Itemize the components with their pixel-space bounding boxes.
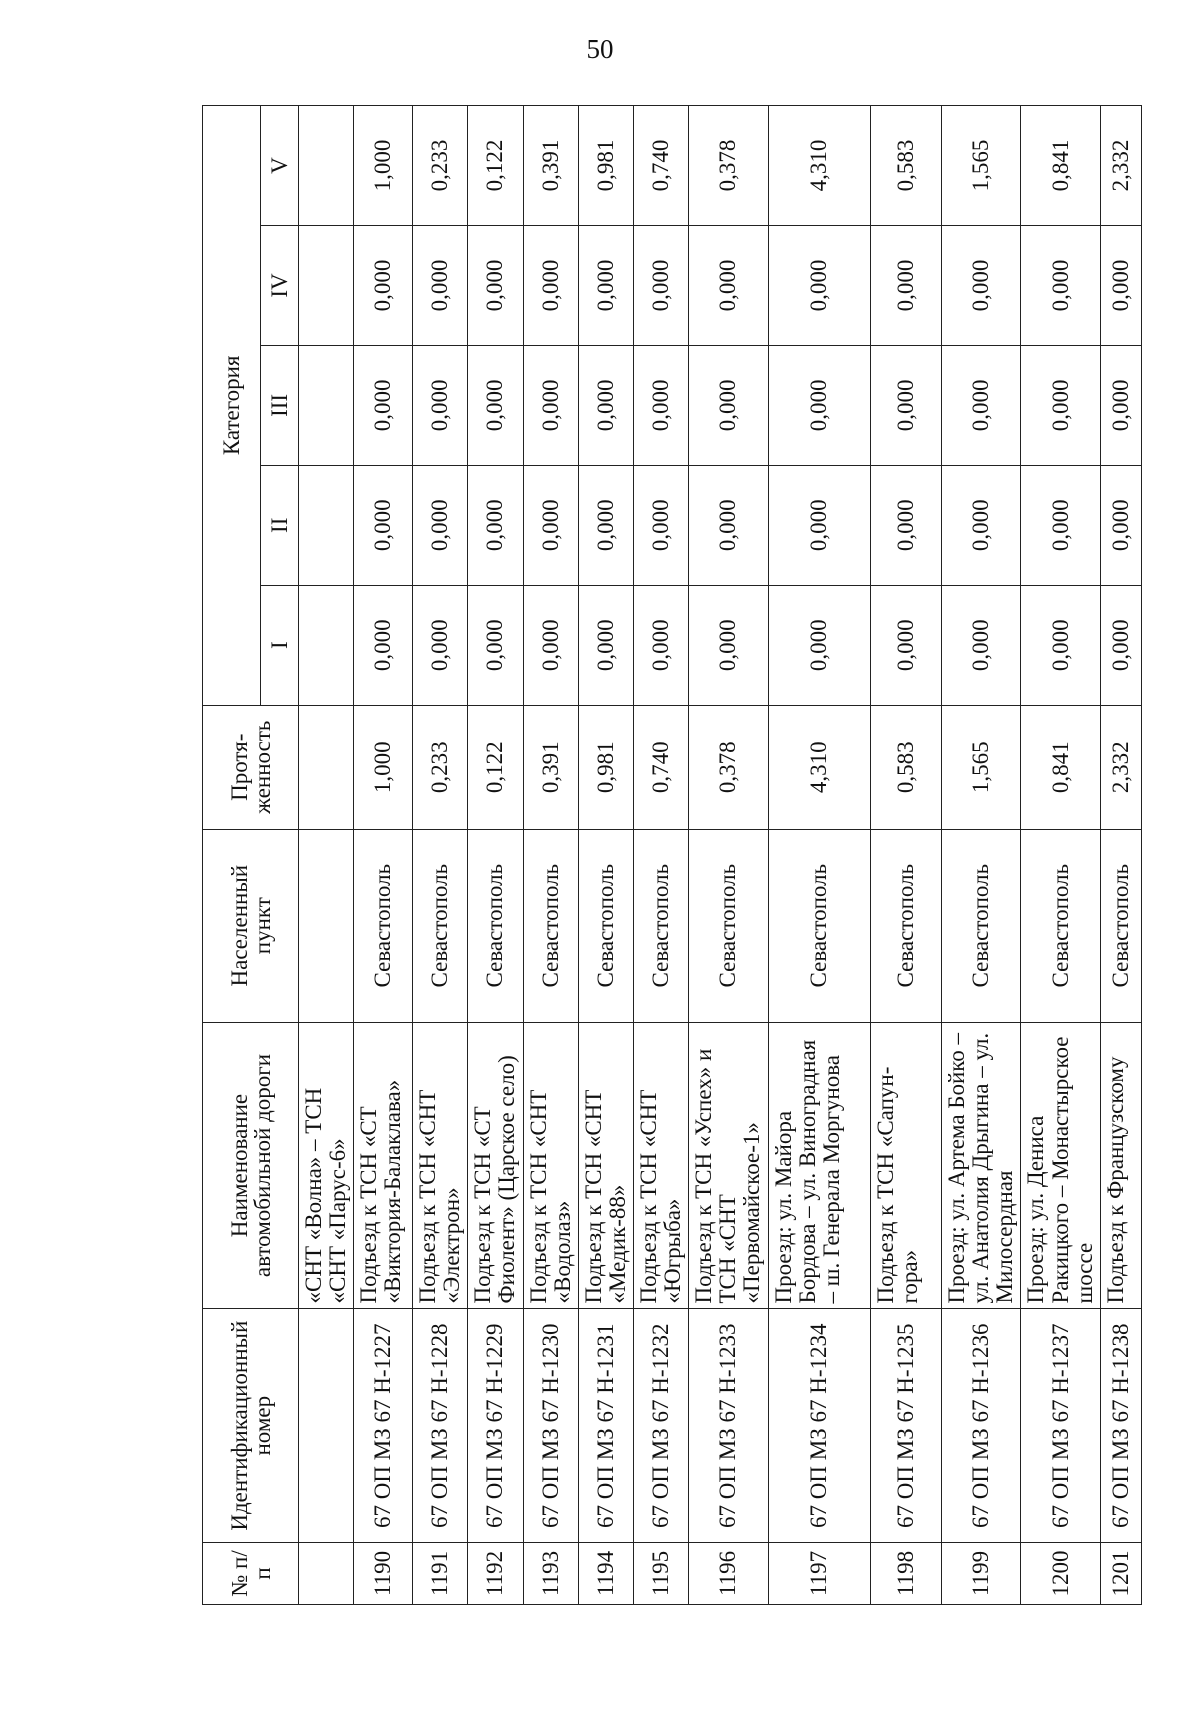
header-num: № п/п [203,1542,299,1604]
row-cat-2: 0,000 [354,465,413,585]
row-cat-2: 0,000 [413,465,468,585]
row-cat-5: 0,391 [523,106,578,226]
row-id: 67 ОП МЗ 67 Н-1236 [941,1309,1021,1542]
row-cat-1: 0,000 [1101,585,1142,705]
table-body [299,106,1142,1605]
row-num: 1198 [870,1542,941,1604]
table-row [468,106,523,1605]
row-cat-1: 0,000 [870,585,941,705]
row-cat-4: 0,000 [1021,226,1101,346]
row-place: Севастополь [1101,829,1142,1022]
row-road-name: Проезд: ул. Артема Бойко – ул. Анатолия Дрыгина – ул. Милосердная [941,1022,1021,1309]
row-cat-3: 0,000 [468,345,523,465]
row-length: 0,981 [578,705,633,829]
row-length: 0,583 [870,705,941,829]
continued-length [299,705,354,829]
continued-cat-5 [299,106,354,226]
row-cat-4: 0,000 [689,226,769,346]
row-cat-2: 0,000 [689,465,769,585]
row-id: 67 ОП МЗ 67 Н-1232 [633,1309,688,1542]
row-place: Севастополь [354,829,413,1022]
row-cat-5: 1,565 [941,106,1021,226]
table-row [941,106,1021,1605]
row-cat-2: 0,000 [768,465,870,585]
row-place: Севастополь [870,829,941,1022]
row-place: Севастополь [768,829,870,1022]
row-cat-2: 0,000 [941,465,1021,585]
row-num: 1201 [1101,1542,1142,1604]
row-cat-1: 0,000 [941,585,1021,705]
continued-cat-1 [299,585,354,705]
row-num: 1200 [1021,1542,1101,1604]
row-cat-4: 0,000 [413,226,468,346]
row-cat-5: 0,740 [633,106,688,226]
row-cat-5: 0,981 [578,106,633,226]
continued-cat-2 [299,465,354,585]
row-cat-5: 0,378 [689,106,769,226]
row-road-name: Подъезд к Французскому [1101,1022,1142,1309]
roads-table [202,105,1142,1605]
row-place: Севастополь [413,829,468,1022]
header-category: Категория [203,106,261,706]
table-row [1101,106,1142,1605]
row-cat-1: 0,000 [354,585,413,705]
row-place: Севастополь [941,829,1021,1022]
table-row [354,106,413,1605]
row-road-name: Подъезд к ТСН «СТ Фиолент» (Царское село) [468,1022,523,1309]
row-place: Севастополь [523,829,578,1022]
row-cat-3: 0,000 [689,345,769,465]
continued-num [299,1542,354,1604]
row-road-name: Подъезд к ТСН «Сапун-гора» [870,1022,941,1309]
row-road-name: Подъезд к ТСН «Успех» и ТСН «СНТ «Первомайское-1» [689,1022,769,1309]
row-cat-4: 0,000 [354,226,413,346]
row-road-name: Подъезд к ТСН «СНТ «Электрон» [413,1022,468,1309]
continued-row [299,106,354,1605]
row-length: 0,378 [689,705,769,829]
row-place: Севастополь [633,829,688,1022]
continued-name: «СНТ «Волна» – ТСН «СНТ «Парус-6» [299,1022,354,1309]
row-id: 67 ОП МЗ 67 Н-1233 [689,1309,769,1542]
row-cat-5: 0,122 [468,106,523,226]
row-length: 2,332 [1101,705,1142,829]
row-id: 67 ОП МЗ 67 Н-1234 [768,1309,870,1542]
header-cat-5: V [261,106,299,226]
row-length: 0,391 [523,705,578,829]
table-row [1021,106,1101,1605]
row-place: Севастополь [578,829,633,1022]
row-cat-3: 0,000 [633,345,688,465]
header-cat-4: IV [261,226,299,346]
table-row [523,106,578,1605]
row-num: 1193 [523,1542,578,1604]
row-cat-5: 0,583 [870,106,941,226]
header-name: Наименование автомобильной дороги [203,1022,299,1309]
row-cat-1: 0,000 [578,585,633,705]
row-place: Севастополь [468,829,523,1022]
row-cat-3: 0,000 [941,345,1021,465]
table-row [768,106,870,1605]
continued-place [299,829,354,1022]
row-cat-1: 0,000 [633,585,688,705]
table-row [578,106,633,1605]
row-cat-2: 0,000 [870,465,941,585]
row-cat-1: 0,000 [1021,585,1101,705]
row-length: 1,000 [354,705,413,829]
row-cat-3: 0,000 [413,345,468,465]
row-cat-3: 0,000 [578,345,633,465]
row-cat-2: 0,000 [1021,465,1101,585]
row-num: 1197 [768,1542,870,1604]
row-cat-4: 0,000 [468,226,523,346]
row-road-name: Подъезд к ТСН «СНТ «Югрыба» [633,1022,688,1309]
row-cat-3: 0,000 [523,345,578,465]
row-cat-4: 0,000 [633,226,688,346]
continued-cat-4 [299,226,354,346]
row-cat-4: 0,000 [578,226,633,346]
row-cat-1: 0,000 [413,585,468,705]
row-num: 1192 [468,1542,523,1604]
row-place: Севастополь [1021,829,1101,1022]
row-cat-3: 0,000 [768,345,870,465]
table-row [689,106,769,1605]
table-row [633,106,688,1605]
row-id: 67 ОП МЗ 67 Н-1230 [523,1309,578,1542]
row-num: 1199 [941,1542,1021,1604]
row-id: 67 ОП МЗ 67 Н-1227 [354,1309,413,1542]
row-num: 1191 [413,1542,468,1604]
row-id: 67 ОП МЗ 67 Н-1237 [1021,1309,1101,1542]
row-length: 4,310 [768,705,870,829]
row-cat-2: 0,000 [633,465,688,585]
row-length: 0,740 [633,705,688,829]
continued-cat-3 [299,345,354,465]
row-id: 67 ОП МЗ 67 Н-1235 [870,1309,941,1542]
rotated-table-wrapper [202,105,1142,1605]
page-number: 50 [586,34,614,64]
row-road-name: Подъезд к ТСН «СТ «Виктория-Балаклава» [354,1022,413,1309]
row-cat-5: 2,332 [1101,106,1142,226]
row-length: 1,565 [941,705,1021,829]
row-cat-2: 0,000 [468,465,523,585]
row-place: Севастополь [689,829,769,1022]
row-num: 1190 [354,1542,413,1604]
row-cat-3: 0,000 [1021,345,1101,465]
row-road-name: Проезд: ул. Дениса Ракицкого – Монастырское шоссе [1021,1022,1101,1309]
continued-id [299,1309,354,1542]
row-road-name: Подъезд к ТСН «СНТ «Медик-88» [578,1022,633,1309]
row-cat-4: 0,000 [870,226,941,346]
row-road-name: Проезд: ул. Майора Бордова – ул. Виноградная – ш. Генерала Моргунова [768,1022,870,1309]
header-length: Протя-женность [203,705,299,829]
row-length: 0,841 [1021,705,1101,829]
row-id: 67 ОП МЗ 67 Н-1228 [413,1309,468,1542]
row-cat-5: 0,841 [1021,106,1101,226]
row-cat-3: 0,000 [354,345,413,465]
row-cat-1: 0,000 [768,585,870,705]
header-place: Населенный пункт [203,829,299,1022]
row-length: 0,122 [468,705,523,829]
header-cat-1: I [261,585,299,705]
row-cat-3: 0,000 [870,345,941,465]
row-cat-1: 0,000 [468,585,523,705]
row-id: 67 ОП МЗ 67 Н-1231 [578,1309,633,1542]
header-cat-3: III [261,345,299,465]
header-cat-2: II [261,465,299,585]
row-id: 67 ОП МЗ 67 Н-1238 [1101,1309,1142,1542]
row-num: 1195 [633,1542,688,1604]
row-cat-5: 0,233 [413,106,468,226]
row-cat-2: 0,000 [523,465,578,585]
row-cat-4: 0,000 [1101,226,1142,346]
row-cat-3: 0,000 [1101,345,1142,465]
row-length: 0,233 [413,705,468,829]
row-id: 67 ОП МЗ 67 Н-1229 [468,1309,523,1542]
row-cat-2: 0,000 [578,465,633,585]
row-num: 1194 [578,1542,633,1604]
row-cat-5: 1,000 [354,106,413,226]
row-cat-5: 4,310 [768,106,870,226]
row-cat-1: 0,000 [523,585,578,705]
table-row [413,106,468,1605]
row-cat-1: 0,000 [689,585,769,705]
row-cat-4: 0,000 [523,226,578,346]
row-cat-4: 0,000 [941,226,1021,346]
row-num: 1196 [689,1542,769,1604]
row-cat-2: 0,000 [1101,465,1142,585]
header-id: Идентификационный номер [203,1309,299,1542]
row-cat-4: 0,000 [768,226,870,346]
table-row [870,106,941,1605]
row-road-name: Подъезд к ТСН «СНТ «Водолаз» [523,1022,578,1309]
